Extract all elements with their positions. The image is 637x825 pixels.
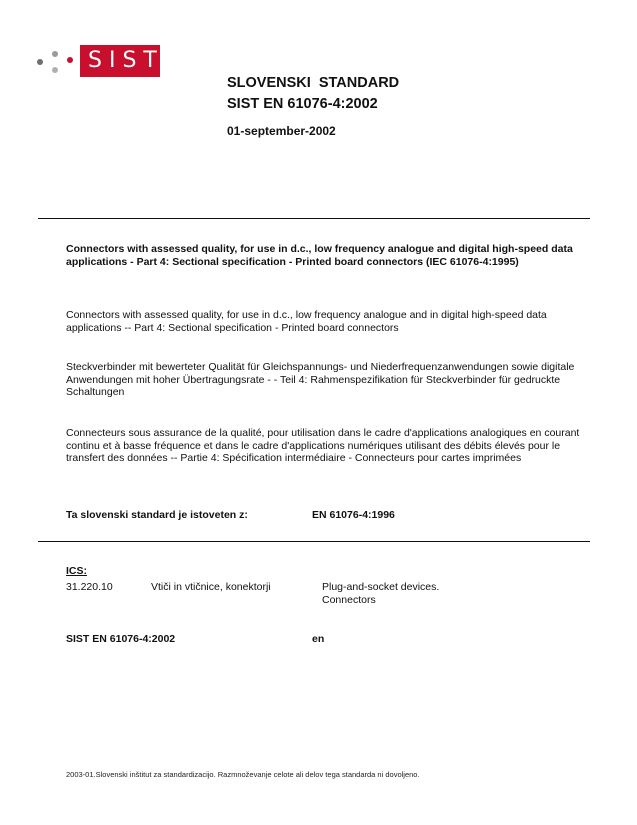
title-french: Connecteurs sous assurance de la qualité, pour utilisation dans le cadre d'applications analogiques en courant continu et à basse fréquence et dans le cadre d'applications numériques utilisant des débits élevés pour le transfert des données -- Partie 4: Spécification intermédiaire - Connecteurs pour cartes imprimées — [66, 427, 580, 464]
logo-dot-3 — [37, 59, 43, 65]
identity-value: EN 61076-4:1996 — [312, 509, 395, 521]
footer-copyright: 2003-01.Slovenski inštitut za standardizacijo. Razmnoževanje celote ali delov tega standarda ni dovoljeno. — [66, 770, 420, 779]
ics-english-line2: Connectors — [322, 594, 376, 606]
bottom-language: en — [312, 633, 325, 645]
title-english-bold: Connectors with assessed quality, for use in d.c., low frequency analogue and digital high-speed data applications - Part 4: Sectional specification - Printed board connectors (IEC 61076-4:1995) — [66, 243, 573, 268]
ics-label: ICS: — [66, 565, 87, 577]
sist-logo — [22, 45, 167, 81]
logo-dot-4 — [52, 67, 58, 73]
logo-dot-2 — [67, 57, 73, 63]
logo-dot-1 — [52, 51, 58, 57]
ics-code: 31.220.10 — [66, 581, 113, 593]
title-english: Connectors with assessed quality, for use in d.c., low frequency analogue and in digital high-speed data applications -- Part 4: Sectional specification - Printed board connectors — [66, 309, 547, 334]
standard-type: SLOVENSKI STANDARD — [227, 75, 400, 91]
identity-label: Ta slovenski standard je istoveten z: — [66, 509, 248, 521]
ics-slovenian: Vtiči in vtičnice, konektorji — [151, 581, 271, 593]
bottom-rule — [38, 541, 590, 542]
logo-dots — [22, 45, 80, 81]
standard-date: 01-september-2002 — [227, 124, 336, 138]
logo-wordmark: SIST — [80, 45, 160, 77]
title-german: Steckverbinder mit bewerteter Qualität für Gleichspannungs- und Niederfrequenzanwendungen sowie digitale Anwendungen mit hoher Übertragungsrate - - Teil 4: Rahmenspezifikation für Steckverbinder für gedruckte Schaltungen — [66, 361, 575, 398]
top-rule — [38, 218, 590, 219]
bottom-standard-code: SIST EN 61076-4:2002 — [66, 633, 176, 645]
ics-english-line1: Plug-and-socket devices. — [322, 581, 440, 593]
standard-code: SIST EN 61076-4:2002 — [227, 96, 378, 112]
